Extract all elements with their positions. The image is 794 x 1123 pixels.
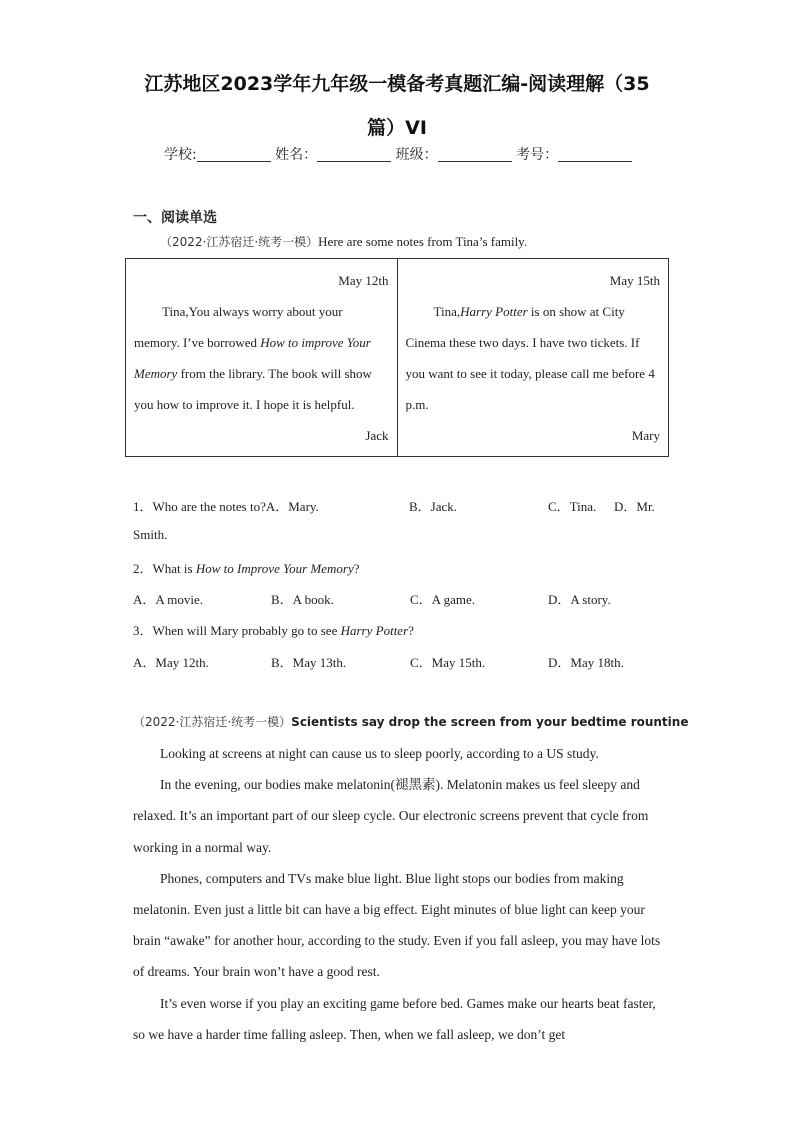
question-1-stem [133,496,319,515]
student-info-line [164,144,632,164]
question-2-option-b[interactable]: B．A book. [271,592,334,607]
note-mary-body [406,296,661,420]
name-blank[interactable] [317,147,391,162]
school-label: 学校: [164,147,197,163]
note-mary-film-title: Harry Potter [460,304,528,319]
class-blank[interactable] [438,147,512,162]
question-2-text-b: ? [353,561,360,576]
question-1-option-d[interactable]: D．Mr. [614,499,655,514]
question-3-option-a[interactable]: A．May 12th. [133,655,209,670]
title-line-2: 篇）VI [367,117,427,139]
name-label: 姓名： [275,147,318,163]
school-blank[interactable] [197,147,271,162]
note-jack-date: May 12th [338,273,389,288]
passage-heading [133,713,688,730]
question-1-option-a[interactable]: A．Mary. [265,499,319,514]
note-mary-signature: Mary [631,428,660,443]
section-heading: 一、阅读单选 [133,210,217,226]
question-2-text-a: 2．What is [133,561,196,576]
question-1-option-d-wrap[interactable]: Smith. [133,527,168,542]
note-mary-text: is on show at City Cinema these two days. I have two tickets. If you want to see it today, please call me before 4 p.m. [405,304,655,412]
note-jack-book-title: How to improve Your Memory [134,335,371,381]
question-1-option-b[interactable]: B．Jack. [409,499,458,514]
question-2-option-a[interactable]: A．A movie. [133,592,204,607]
passage-title: Scientists say drop the screen from your bedtime rountine [291,715,689,729]
class-label: 班级： [395,147,438,163]
note-mary [397,259,669,457]
passage-paragraph-1: Looking at screens at night can cause us to sleep poorly, according to a US study. [160,746,599,761]
question-3-film-title: Harry Potter [340,623,409,638]
title-line-1: 江苏地区2023学年九年级一模备考真题汇编-阅读理解（35 [144,73,650,95]
passage-paragraph-2: In the evening, our bodies make melatonin(褪黑素). Melatonin makes us feel sleepy and relaxed. It’s an important part of our sleep cycle. Our electronic screens prevent that cycle from working in a normal way. [133,777,649,855]
question-2-option-c[interactable]: C．A game. [410,592,475,607]
note-jack [126,259,398,457]
question-2-option-d[interactable]: D．A story. [548,592,611,607]
note-jack-signature: Jack [365,428,389,443]
passage-body [133,738,663,1050]
intro-source: （2022·江苏宿迁·统考一模） [160,235,319,249]
question-intro [160,233,527,250]
exam-number-blank[interactable] [558,147,632,162]
question-3-stem [133,620,414,639]
notes-table [125,258,669,457]
question-1-option-c[interactable]: C．Tina. [548,499,597,514]
question-3-option-b[interactable]: B．May 13th. [271,655,347,670]
passage-paragraph-3: Phones, computers and TVs make blue light. Blue light stops our bodies from making melatonin. Even just a little bit can have a big effect. Eight minutes of blue light can keep your brain “awake” for another hour, according to the study. Even if you fall asleep, you may have lots of dreams. Your brain won’t have a good rest. [133,870,661,980]
note-mary-greeting: Tina, [433,304,461,319]
passage-source: （2022·江苏宿迁·统考一模） [133,715,292,729]
question-2-stem [133,558,360,577]
note-mary-date: May 15th [609,273,660,288]
note-jack-text-a: You always worry about your memory. I’ve borrowed [134,304,343,350]
note-jack-body [134,296,389,420]
question-2-book-title: How to Improve Your Memory [195,561,354,576]
question-3-text-a: 3．When will Mary probably go to see [133,623,341,638]
page-title [120,62,674,150]
question-3-option-d[interactable]: D．May 18th. [548,655,624,670]
note-jack-greeting: Tina, [162,304,189,319]
question-1-text: 1．Who are the notes to? [133,499,266,514]
question-3-text-b: ? [408,623,414,638]
question-3-option-c[interactable]: C．May 15th. [410,655,486,670]
note-jack-text-b: from the library. The book will show you how to improve it. I hope it is helpful. [134,366,372,412]
exam-number-label: 考号： [516,147,559,163]
intro-text: Here are some notes from Tina’s family. [318,234,528,249]
passage-paragraph-4: It’s even worse if you play an exciting game before bed. Games make our hearts beat faster, so we have a harder time falling asleep. Then, when we fall asleep, we don’t get [133,995,656,1042]
